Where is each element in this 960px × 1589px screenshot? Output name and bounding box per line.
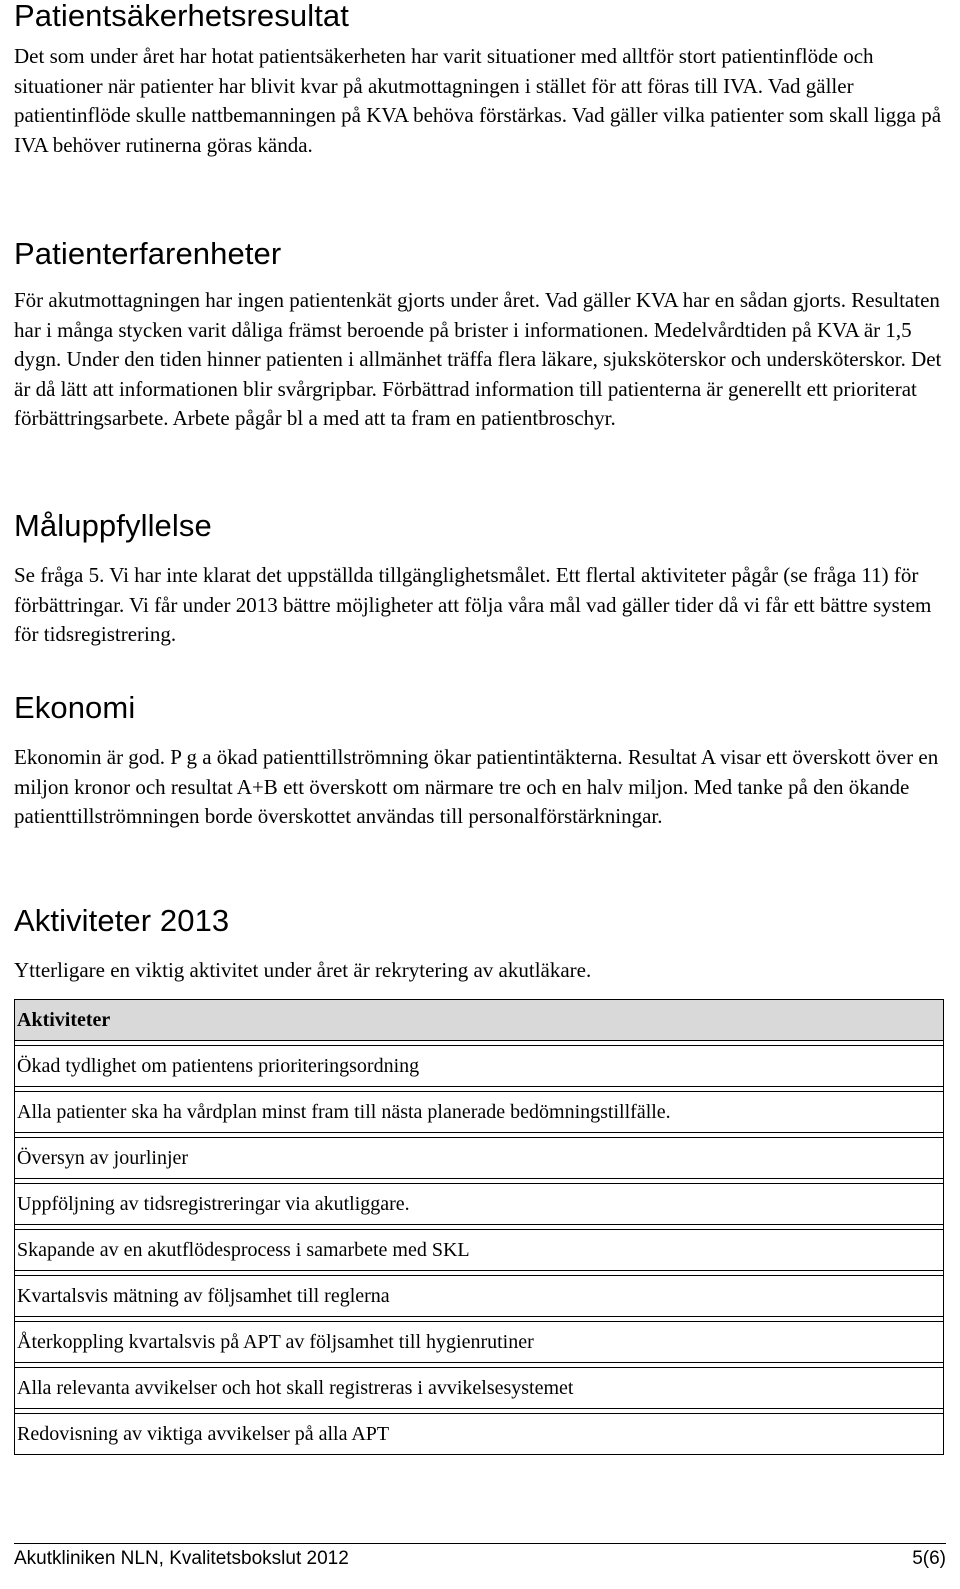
table-cell: Alla relevanta avvikelser och hot skall registreras i avvikelsesystemet [15,1368,944,1409]
heading-patienterfarenheter: Patienterfarenheter [14,236,282,271]
table-row [15,1184,944,1225]
table-cell: Redovisning av viktiga avvikelser på alla APT [15,1414,944,1455]
activities-table [14,999,944,1455]
table-cell: Ökad tydlighet om patientens prioriteringsordning [15,1046,944,1087]
table-cell: Översyn av jourlinjer [15,1138,944,1179]
paragraph-patientsakerhetsresultat: Det som under året har hotat patientsäkerheten har varit situationer med alltför stort patientinflöde och situationer när patienter har blivit kvar på akutmottagningen i stället för att föras till IVA. Vad gäller patientinflöde skulle nattbemanningen på KVA behöva förstärkas. Vad gäller vilka patienter som skall ligga på IVA behöver rutinerna göras kända. [14,44,942,157]
table-header-aktiviteter: Aktiviteter [15,1000,944,1041]
table-row [15,1276,944,1317]
table-cell: Alla patienter ska ha vårdplan minst fram till nästa planerade bedömningstillfälle. [15,1092,944,1133]
footer-page-number: 5(6) [912,1548,946,1569]
heading-aktiviteter-2013: Aktiviteter 2013 [14,903,230,938]
paragraph-maluppfyllelse: Se fråga 5. Vi har inte klarat det uppställda tillgänglighetsmålet. Ett flertal aktiviteter pågår (se fråga 11) för förbättringar. Vi får under 2013 bättre möjligheter att följa våra mål vad gäller tider då vi får ett bättre system för tidsregistrering. [14,563,932,646]
paragraph-patienterfarenheter: För akutmottagningen har ingen patientenkät gjorts under året. Vad gäller KVA har en sådan gjorts. Resultaten har i många stycken varit dåliga främst beroende på brister i informationen. Medelvårdtiden på KVA är 1,5 dygn. Under den tiden hinner patienten i allmänhet träffa flera läkare, sjuksköterskor och undersköterskor. Det är då lätt att informationen blir svårgripbar. Förbättrad information till patienterna är generellt ett prioriterat förbättringsarbete. Arbete pågår bl a med att ta fram en patientbroschyr. [14,288,942,430]
table-row [15,1368,944,1409]
table-header-row [15,1000,944,1041]
table-row [15,1322,944,1363]
table-row [15,1138,944,1179]
page-footer [14,1543,946,1570]
paragraph-aktiviteter-2013: Ytterligare en viktig aktivitet under året är rekrytering av akutläkare. [14,958,592,982]
heading-maluppfyllelse: Måluppfyllelse [14,508,212,543]
heading-patientsakerhetsresultat: Patientsäkerhetsresultat [14,0,349,33]
table-cell: Uppföljning av tidsregistreringar via akutliggare. [15,1184,944,1225]
table-row [15,1046,944,1087]
paragraph-ekonomi: Ekonomin är god. P g a ökad patienttillströmning ökar patientintäkterna. Resultat A visar ett överskott över en miljon kronor och resultat A+B ett överskott om närmare tre och en halv miljon. Med tanke på den ökande patienttillströmningen borde överskottet användas till personalförstärkningar. [14,745,939,828]
table-cell: Skapande av en akutflödesprocess i samarbete med SKL [15,1230,944,1271]
footer-document-title: Akutkliniken NLN, Kvalitetsbokslut 2012 [14,1548,349,1569]
heading-ekonomi: Ekonomi [14,690,136,725]
table-row [15,1414,944,1455]
table-row [15,1230,944,1271]
table-cell: Kvartalsvis mätning av följsamhet till reglerna [15,1276,944,1317]
table-cell: Återkoppling kvartalsvis på APT av följsamhet till hygienrutiner [15,1322,944,1363]
table-row [15,1092,944,1133]
